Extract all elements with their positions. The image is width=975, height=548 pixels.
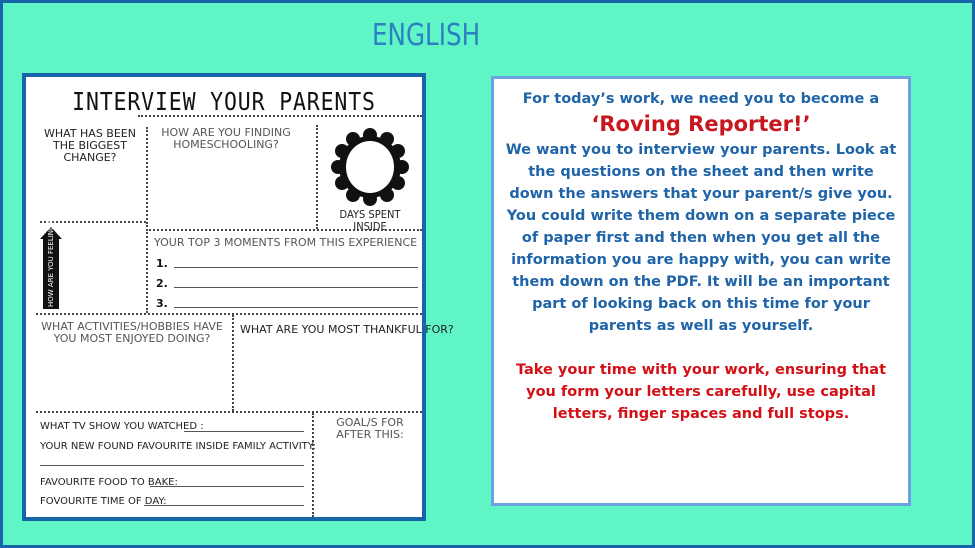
answer-line	[40, 465, 304, 466]
moment-number-3: 3.	[156, 297, 168, 310]
top3-moments-label: YOUR TOP 3 MOMENTS FROM THIS EXPERIENCE	[154, 236, 418, 249]
reminder-text: Take your time with your work, ensuring that you form your letters carefully, use capital letters, finger spaces and full stops.	[515, 362, 887, 422]
divider	[146, 127, 148, 227]
answer-line	[184, 431, 304, 432]
divider	[146, 229, 422, 231]
divider	[312, 413, 314, 517]
tv-show-label: WHAT TV SHOW YOU WATCHED :	[40, 421, 204, 432]
homeschooling-label: HOW ARE YOU FINDING HOMESCHOOLING?	[161, 126, 291, 151]
feeling-arrow	[40, 220, 62, 309]
scalloped-frame-icon	[322, 127, 418, 207]
divider	[40, 221, 146, 223]
divider	[232, 315, 234, 411]
answer-line	[174, 287, 418, 288]
answer-line	[144, 505, 304, 506]
instructions-paragraph-2: You could write them down on a separate piece of paper first and then when you get all the information you are happy with, you can write them down on the PDF. It will be an important part of looking back on this time for your parents as well as yourself.	[506, 208, 896, 334]
family-activity-label: YOUR NEW FOUND FAVOURITE INSIDE FAMILY ACTIVITY:	[40, 441, 316, 452]
moment-number-1: 1.	[156, 257, 168, 270]
food-to-bake-label: FAVOURITE FOOD TO BAKE:	[40, 477, 178, 488]
days-spent-inside-label: DAYS SPENT INSIDE	[339, 208, 401, 233]
biggest-change-label: WHAT HAS BEEN THE BIGGEST CHANGE?	[44, 127, 136, 164]
answer-line	[174, 307, 418, 308]
worksheet-heading: INTERVIEW YOUR PARENTS	[72, 87, 376, 116]
instructions-box	[491, 76, 911, 506]
time-of-day-label: FOVOURITE TIME OF DAY:	[40, 496, 167, 507]
divider	[36, 411, 422, 413]
divider	[146, 229, 148, 313]
moment-number-2: 2.	[156, 277, 168, 290]
thankful-label: WHAT ARE YOU MOST THANKFUL FOR?	[240, 323, 454, 336]
divider	[138, 115, 422, 117]
activities-label: WHAT ACTIVITIES/HOBBIES HAVE YOU MOST ENJOYED DOING?	[41, 320, 223, 345]
answer-line	[150, 486, 304, 487]
goals-label: GOAL/S FOR AFTER THIS:	[336, 416, 404, 441]
answer-line	[174, 267, 418, 268]
instructions-paragraph-1: We want you to interview your parents. Look at the questions on the sheet and then write down the answers that your parent/s give you.	[505, 142, 897, 202]
roving-reporter-heading: ‘Roving Reporter!’	[591, 112, 811, 136]
divider	[316, 125, 318, 229]
divider	[36, 313, 422, 315]
worksheet	[22, 73, 454, 521]
slide-title: ENGLISH	[372, 18, 481, 53]
how-are-you-feeling-label: HOW ARE YOU FEELING?	[47, 220, 55, 307]
intro-text: For today’s work, we need you to become a	[522, 91, 880, 107]
